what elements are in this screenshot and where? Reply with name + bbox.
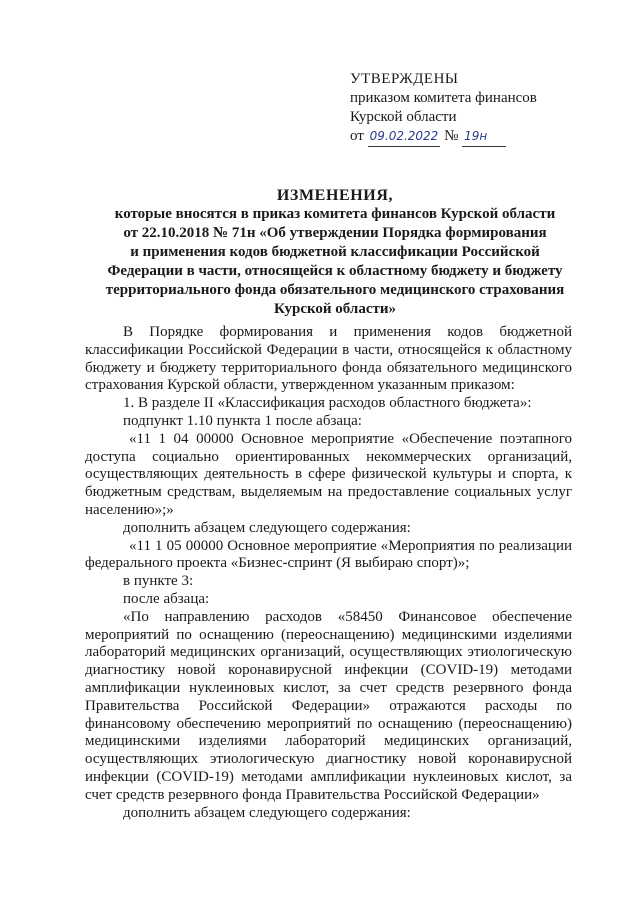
- intro-paragraph: В Порядке формирования и применения кодов бюджетной классификации Российской Федерации в части, относящейся к областному бюджету и бюджету территориального фонда обязательного медицинского страхования Курской области, утвержденном указанным приказом:: [85, 324, 572, 394]
- heading-line: Федерации в части, относящейся к областному бюджету и бюджету: [107, 263, 563, 279]
- approval-date-line: [350, 127, 537, 147]
- heading-line: от 22.10.2018 № 71н «Об утверждении Порядка формирования: [123, 225, 547, 241]
- heading-title: ИЗМЕНЕНИЯ,: [276, 187, 394, 204]
- approval-stamp: [350, 70, 537, 147]
- number-label: №: [444, 128, 459, 144]
- document-heading: [95, 186, 575, 319]
- subpoint-1: подпункт 1.10 пункта 1 после абзаца:: [123, 412, 362, 429]
- heading-line: Курской области»: [273, 301, 397, 317]
- heading-line: территориального фонда обязательного медицинского страхования: [105, 282, 565, 298]
- quote-2: «11 1 05 00000 Основное мероприятие «Мероприятия по реализации федерального проекта «Бизнес-спринт (Я выбираю спорт)»;: [85, 537, 572, 572]
- point-3: в пункте 3:: [123, 573, 194, 590]
- item-1: 1. В разделе II «Классификация расходов областного бюджета»:: [123, 395, 532, 412]
- after-paragraph: после абзаца:: [123, 590, 210, 607]
- quote-3: «По направлению расходов «58450 Финансовое обеспечение мероприятий по оснащению (переоснащению) медицинскими изделиями лабораторий медицинских организаций, осуществляющих этиологическую диагностику новой коронавирусной инфекции (COVID-19) методами амплификации нуклеиновых кислот, за счет средств резервного фонда Правительства Российской Федерации» отражаются расходы по финансовому обеспечению мероприятий по оснащению (переоснащению) медицинскими изделиями лабораторий медицинских организаций, осуществляющих этиологическую диагностику новой коронавирусной инфекции (COVID-19) методами амплификации нуклеиновых кислот, за счет средств резервного фонда Правительства Российской Федерации»: [85, 608, 572, 803]
- approval-title: УТВЕРЖДЕНЫ: [350, 71, 459, 87]
- approval-date: 09.02.2022: [368, 127, 441, 147]
- approval-number: 19н: [462, 127, 506, 147]
- document-body: [85, 324, 572, 822]
- add-paragraph-2: дополнить абзацем следующего содержания:: [123, 804, 411, 821]
- quote-1: «11 1 04 00000 Основное мероприятие «Обеспечение поэтапного доступа социально ориентированных некоммерческих организаций, осуществляющих деятельность в сфере физической культуры и спорта, к бюджетным средствам, выделяемым на предоставление социальных услуг населению»;»: [85, 430, 572, 518]
- add-paragraph-1: дополнить абзацем следующего содержания:: [123, 519, 411, 536]
- approval-line-2: Курской области: [350, 109, 457, 125]
- heading-line: которые вносятся в приказ комитета финансов Курской области: [114, 206, 556, 222]
- heading-line: и применения кодов бюджетной классификации Российской: [130, 244, 540, 260]
- from-label: от: [350, 128, 364, 144]
- approval-line-1: приказом комитета финансов: [350, 90, 537, 106]
